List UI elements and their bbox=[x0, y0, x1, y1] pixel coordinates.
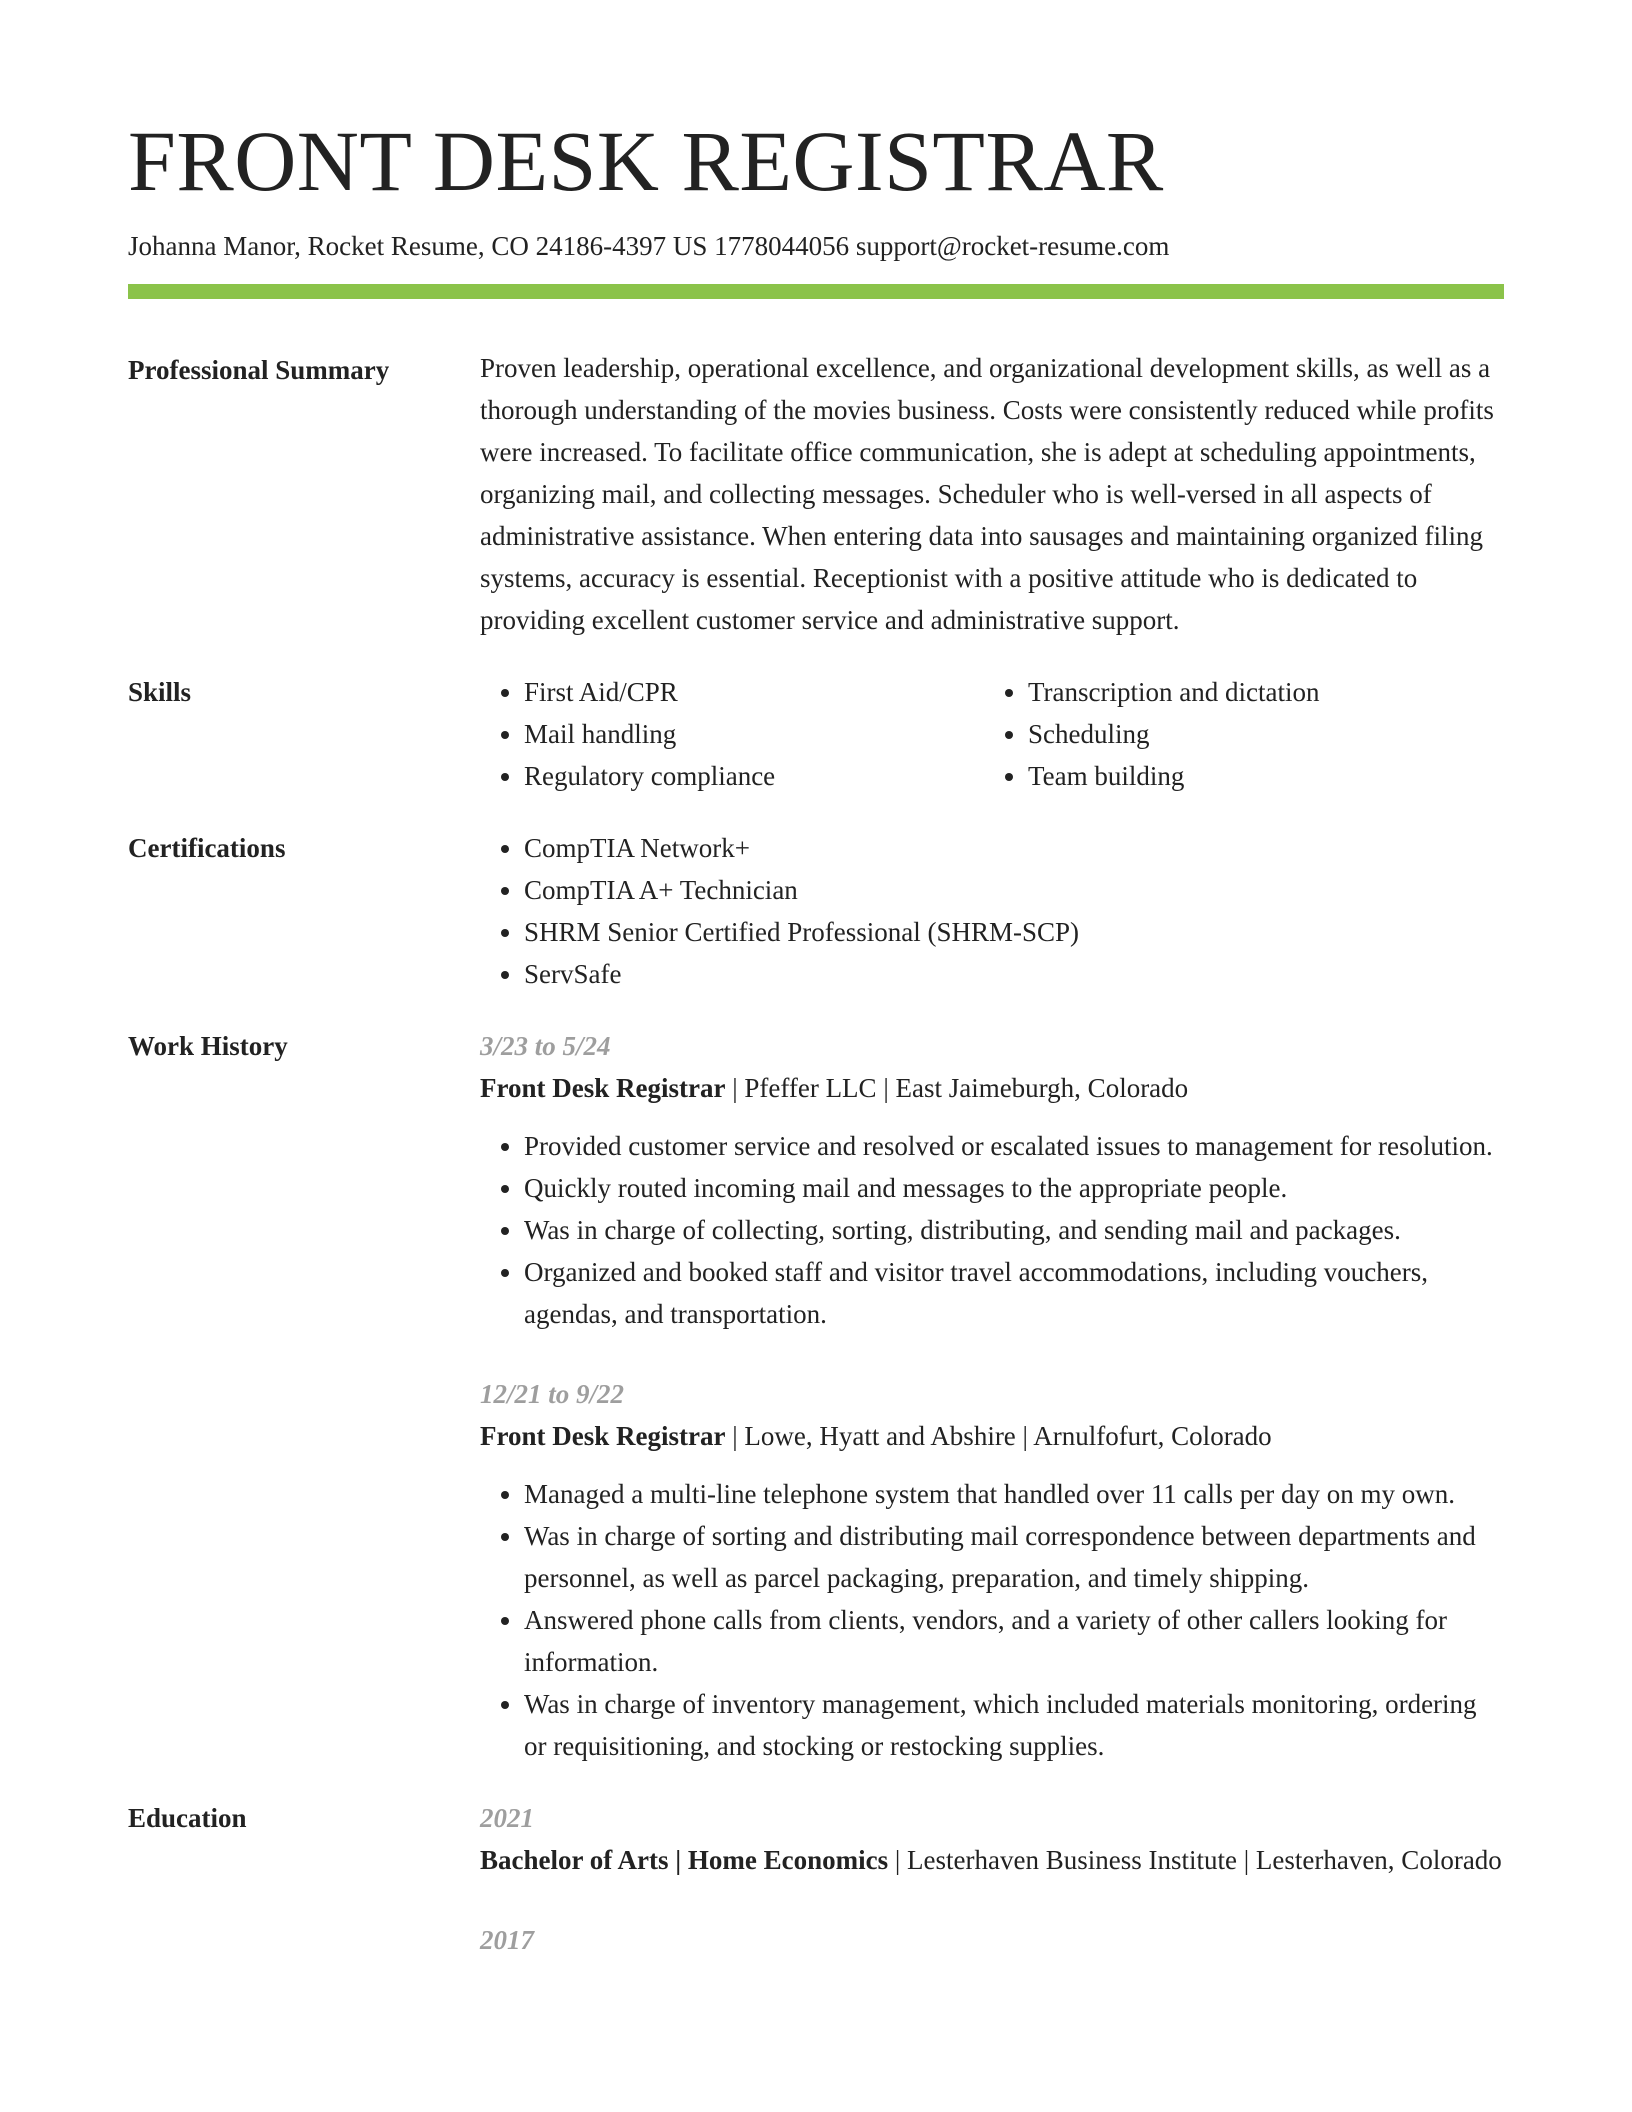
education-heading bbox=[480, 1839, 1504, 1881]
job-employer-location: | Pfeffer LLC | East Jaimeburgh, Colorado bbox=[725, 1073, 1189, 1104]
header-divider bbox=[128, 284, 1504, 299]
summary-text: Proven leadership, operational excellence, and organizational development skills, as well as a thorough understanding of the movies business. Costs were consistently reduced while profits were increased. To facilitate office communication, she is adept at scheduling appointments, organizing mail, and collecting messages. Scheduler who is well-versed in all aspects of administrative assistance. When entering data into sausages and maintaining organized filing systems, accuracy is essential. Receptionist with a positive attitude who is dedicated to providing excellent customer service and administrative support. bbox=[480, 353, 1494, 636]
certification-item: • CompTIA A+ Technician bbox=[524, 869, 1504, 911]
job-bullet: • Was in charge of sorting and distributing mail correspondence between departments and personnel, as well as parcel packaging, preparation, and timely shipping. bbox=[524, 1515, 1504, 1599]
job-entry bbox=[480, 1025, 1504, 1335]
job-heading bbox=[480, 1415, 1504, 1457]
job-bullet: • Was in charge of inventory management, which included materials monitoring, ordering or requisitioning, and stocking or restocking supplies. bbox=[524, 1683, 1504, 1767]
certification-item: • SHRM Senior Certified Professional (SHRM-SCP) bbox=[524, 911, 1504, 953]
job-bullet: • Answered phone calls from clients, vendors, and a variety of other callers looking for information. bbox=[524, 1599, 1504, 1683]
job-entry bbox=[480, 1373, 1504, 1767]
section-certifications bbox=[128, 827, 1504, 995]
resume-title: FRONT DESK REGISTRAR bbox=[128, 113, 1164, 209]
certification-item: • ServSafe bbox=[524, 953, 1504, 995]
job-bullet: • Quickly routed incoming mail and messages to the appropriate people. bbox=[524, 1167, 1504, 1209]
certification-item: • CompTIA Network+ bbox=[524, 827, 1504, 869]
section-title-work-history: Work History bbox=[128, 1031, 288, 1062]
skill-item: • Scheduling bbox=[1028, 713, 1488, 755]
skill-item: • Transcription and dictation bbox=[1028, 671, 1488, 713]
skill-item: • Regulatory compliance bbox=[524, 755, 984, 797]
section-title-skills: Skills bbox=[128, 677, 192, 708]
job-heading bbox=[480, 1067, 1504, 1109]
skill-item: • First Aid/CPR bbox=[524, 671, 984, 713]
section-education bbox=[128, 1797, 1504, 1961]
contact-line: Johanna Manor, Rocket Resume, CO 24186-4397 US 1778044056 support@rocket-resume.com bbox=[128, 231, 1170, 261]
job-bullet: • Provided customer service and resolved or escalated issues to management for resolution. bbox=[524, 1125, 1504, 1167]
section-title-summary: Professional Summary bbox=[128, 355, 390, 386]
skill-item: • Mail handling bbox=[524, 713, 984, 755]
job-dates: 12/21 to 9/22 bbox=[480, 1379, 625, 1410]
job-bullets bbox=[480, 1473, 1504, 1767]
certifications-list bbox=[480, 827, 1504, 995]
job-dates: 3/23 to 5/24 bbox=[480, 1031, 611, 1062]
job-title: Front Desk Registrar bbox=[480, 1421, 726, 1452]
skills-column-right bbox=[984, 671, 1488, 797]
education-entry bbox=[480, 1919, 1504, 1961]
education-school-location: | Lesterhaven Business Institute | Lesterhaven, Colorado bbox=[888, 1845, 1502, 1876]
section-work-history bbox=[128, 1025, 1504, 1767]
job-employer-location: | Lowe, Hyatt and Abshire | Arnulfofurt, Colorado bbox=[725, 1421, 1272, 1452]
job-bullet: • Organized and booked staff and visitor travel accommodations, including vouchers, agendas, and transportation. bbox=[524, 1251, 1504, 1335]
skill-item: • Team building bbox=[1028, 755, 1488, 797]
education-year: 2017 bbox=[480, 1925, 534, 1956]
education-entry bbox=[480, 1797, 1504, 1881]
job-bullet: • Managed a multi-line telephone system that handled over 11 calls per day on my own. bbox=[524, 1473, 1504, 1515]
job-bullets bbox=[480, 1125, 1504, 1335]
section-skills bbox=[128, 671, 1504, 797]
section-summary bbox=[128, 349, 1504, 641]
education-year: 2021 bbox=[480, 1803, 534, 1834]
resume-page bbox=[128, 0, 1504, 1961]
skills-column-left bbox=[480, 671, 984, 797]
section-title-certifications: Certifications bbox=[128, 833, 286, 864]
skills-list bbox=[480, 671, 1504, 797]
job-bullet: • Was in charge of collecting, sorting, distributing, and sending mail and packages. bbox=[524, 1209, 1504, 1251]
education-degree: Bachelor of Arts | Home Economics bbox=[480, 1845, 889, 1876]
section-title-education: Education bbox=[128, 1803, 247, 1834]
job-title: Front Desk Registrar bbox=[480, 1073, 726, 1104]
